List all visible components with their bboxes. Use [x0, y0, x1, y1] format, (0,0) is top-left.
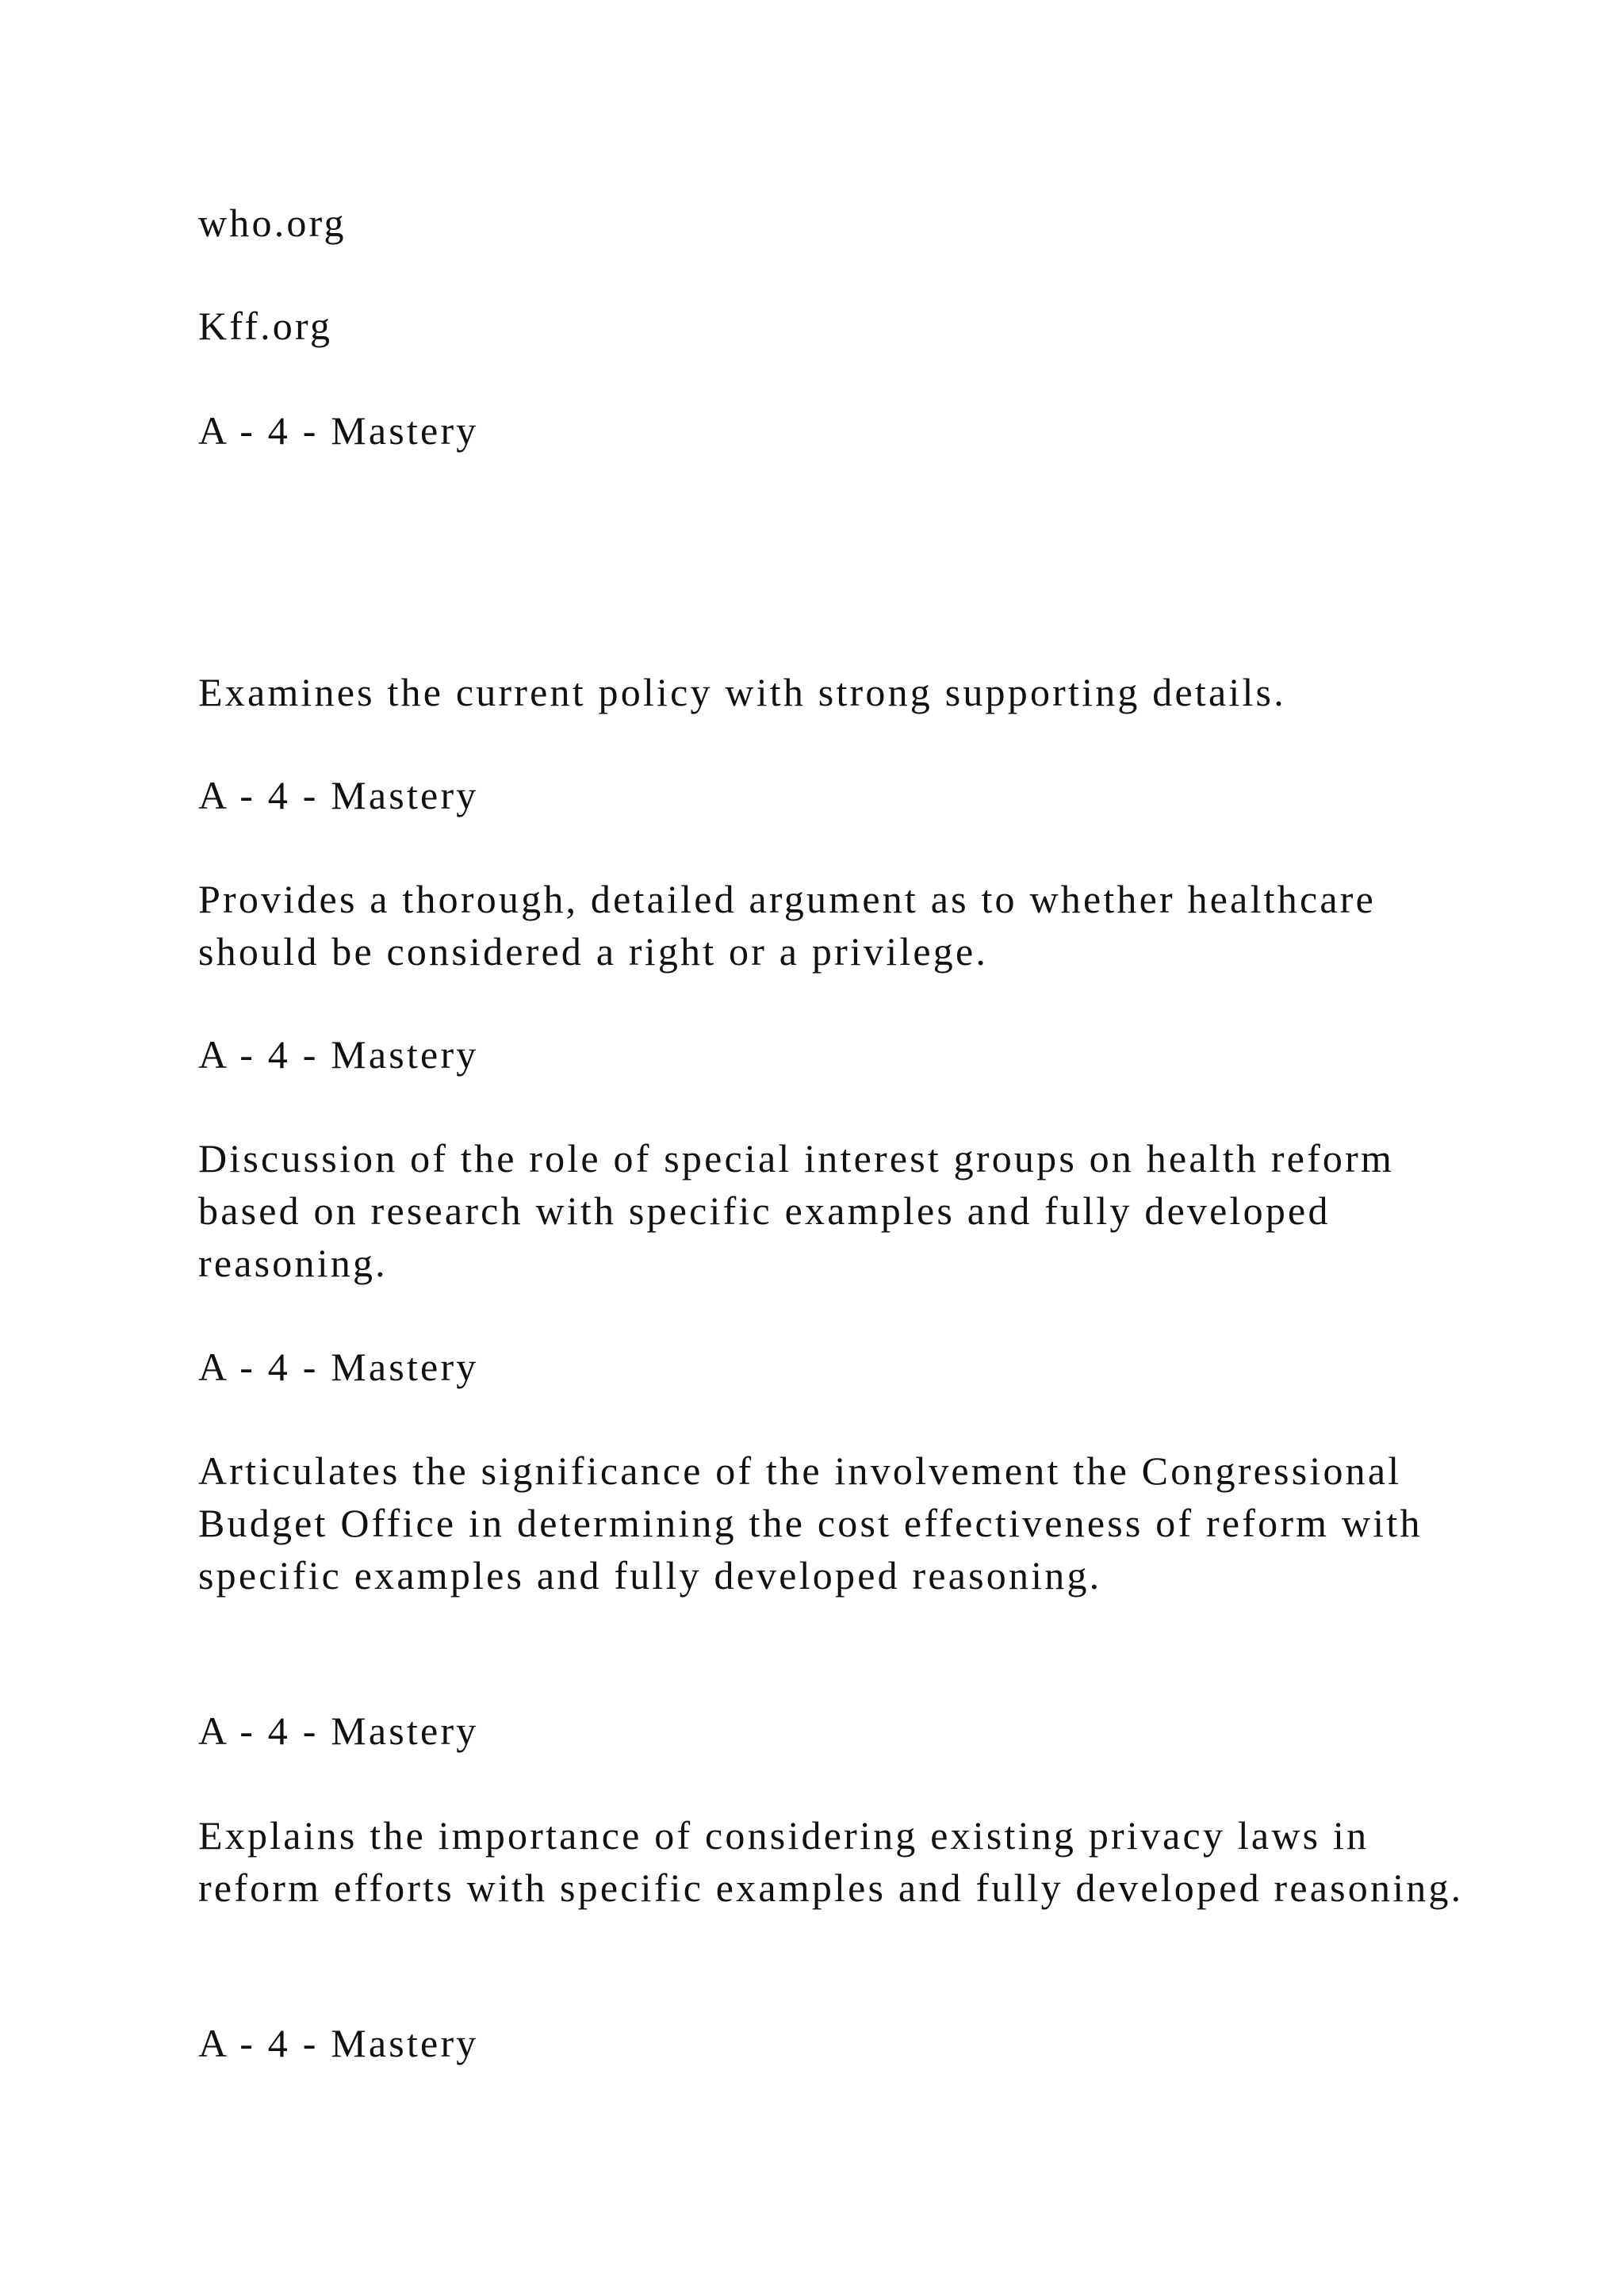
rating-label: A - 4 - Mastery	[198, 2021, 479, 2065]
rating-label: A - 4 - Mastery	[198, 1709, 479, 1753]
criterion-privacy-laws: Explains the importance of considering existing privacy laws in reform efforts with specific examples and fully developed reasoning.	[198, 1813, 1464, 1910]
criterion-current-policy: Examines the current policy with strong supporting details.	[198, 670, 1286, 714]
rating-label: A - 4 - Mastery	[198, 1345, 479, 1389]
rating-label: A - 4 - Mastery	[198, 773, 479, 817]
rating-label: A - 4 - Mastery	[198, 1032, 479, 1077]
reference-who: who.org	[198, 201, 347, 245]
criterion-special-interest: Discussion of the role of special interest groups on health reform based on research with specific examples and fully developed reasoning.	[198, 1136, 1395, 1285]
criterion-right-or-privilege: Provides a thorough, detailed argument as to whether healthcare should be considered a right or a privilege.	[198, 877, 1376, 974]
reference-kff: Kff.org	[198, 304, 333, 348]
criterion-cbo-involvement: Articulates the significance of the involvement the Congressional Budget Office in determining the cost effectiveness of reform with specific examples and fully developed reasoning.	[198, 1448, 1423, 1598]
rating-label: A - 4 - Mastery	[198, 408, 479, 453]
